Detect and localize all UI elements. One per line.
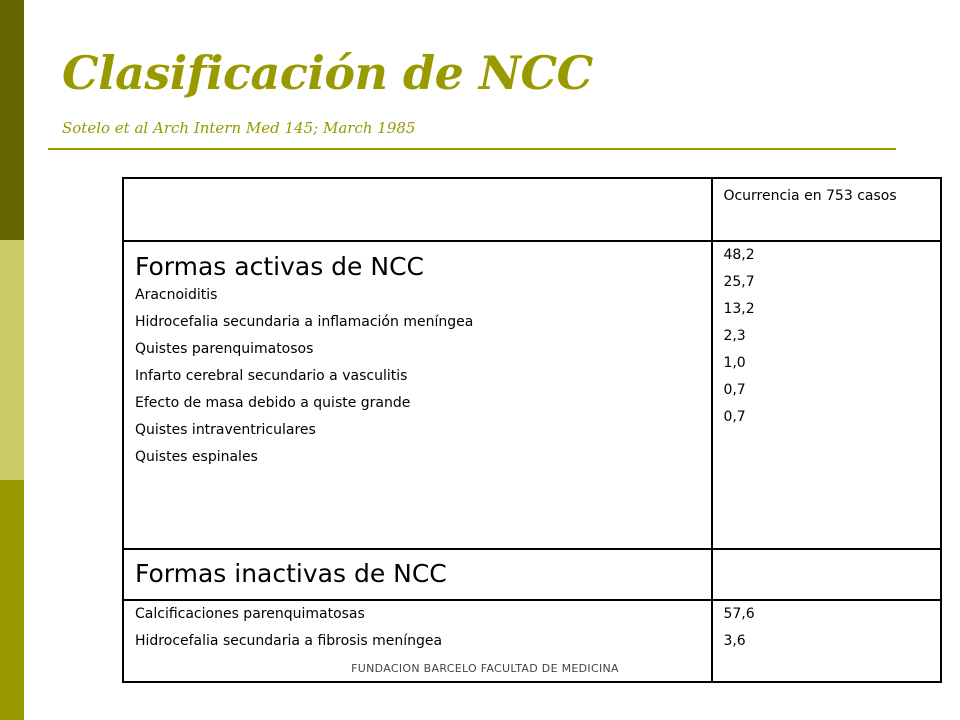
list-item: Quistes intraventriculares: [135, 422, 316, 438]
list-item: Quistes espinales: [135, 449, 258, 465]
value-item: 48,2: [723, 247, 755, 263]
active-values-cell: [712, 241, 941, 549]
inactive-forms-heading: Formas inactivas de NCC: [135, 559, 447, 588]
slide-subtitle: Sotelo et al Arch Intern Med 145; March 1985: [62, 119, 416, 137]
inactive-heading-empty-cell: [712, 549, 941, 600]
value-item: 57,6: [723, 606, 755, 622]
list-item: Infarto cerebral secundario a vasculitis: [135, 368, 408, 384]
table-header-row: [123, 178, 941, 241]
title-divider: [48, 148, 896, 150]
list-item: Hidrocefalia secundaria a inflamación meníngea: [135, 314, 474, 330]
list-item: Efecto de masa debido a quiste grande: [135, 395, 411, 411]
active-forms-row: [123, 241, 941, 549]
value-item: 0,7: [723, 409, 746, 425]
value-item: 1,0: [723, 355, 746, 371]
active-forms-list: [124, 282, 711, 471]
inactive-values-cell: [712, 600, 941, 682]
list-item: Calcificaciones parenquimatosas: [135, 606, 365, 622]
active-forms-cell: [123, 241, 712, 549]
decor-band-middle: [0, 240, 24, 480]
list-item: Hidrocefalia secundaria a fibrosis meníngea: [135, 633, 443, 649]
decor-band-bottom: [0, 480, 24, 720]
inactive-forms-list: [124, 601, 711, 655]
decor-band-top: [0, 0, 24, 240]
active-forms-heading: Formas activas de NCC: [135, 252, 424, 281]
inactive-forms-heading-row: [123, 549, 941, 600]
list-item: Quistes parenquimatosos: [135, 341, 314, 357]
list-item: Aracnoiditis: [135, 287, 218, 303]
value-item: 2,3: [723, 328, 746, 344]
value-item: 25,7: [723, 274, 755, 290]
value-item: 3,6: [723, 633, 746, 649]
slide-footer: FUNDACION BARCELO FACULTAD DE MEDICINA: [351, 662, 619, 675]
active-values-list: [713, 242, 940, 431]
inactive-values-list: [713, 601, 940, 655]
value-item: 0,7: [723, 382, 746, 398]
value-item: 13,2: [723, 301, 755, 317]
inactive-forms-heading-cell: [123, 549, 712, 600]
occurrence-header: Ocurrencia en 753 casos: [723, 188, 897, 204]
classification-table: [122, 177, 942, 683]
header-occurrence-cell: [712, 178, 941, 241]
slide-title: Clasificación de NCC: [62, 46, 593, 100]
header-empty-cell: [123, 178, 712, 241]
